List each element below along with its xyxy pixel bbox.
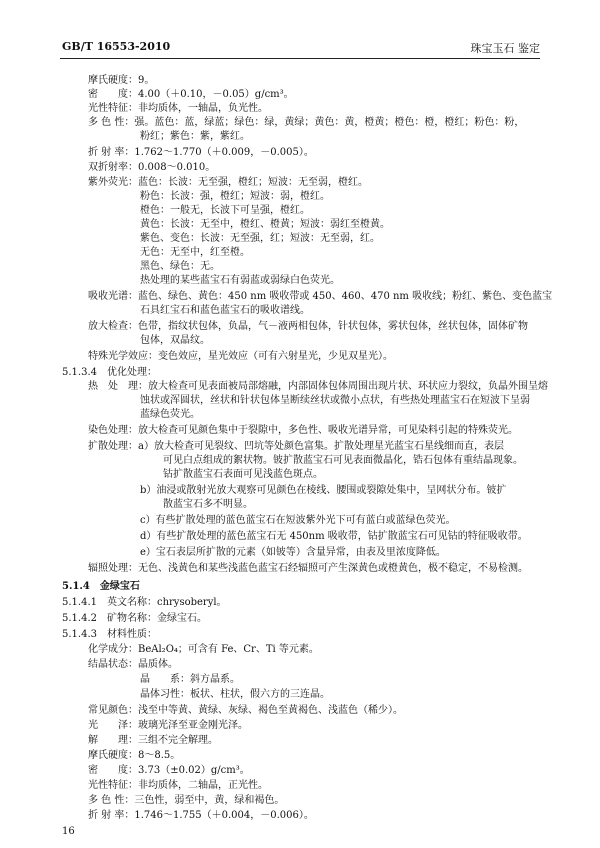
text-line: 密 度：4.00（＋0.10，－0.05）g/cm³。 xyxy=(88,89,294,100)
text-line: 橙色：一般无，长波下可呈强，橙红。 xyxy=(140,205,310,216)
text-line: 钴扩散蓝宝石表面可见浅蓝色斑点。 xyxy=(163,469,323,480)
text-line: 粉红；紫色：紫，紫红。 xyxy=(140,131,250,142)
text-line: 黄色：长波：无至中，橙红、橙黄；短波：弱红至橙黄。 xyxy=(140,219,390,230)
text-line: 粉色：长波：强，橙红；短波：弱，橙红。 xyxy=(140,191,330,202)
text-line: 特殊光学效应：变色效应，星光效应（可有六射星光，少见双星光）。 xyxy=(88,351,393,362)
text-line: 双折射率：0.008～0.010。 xyxy=(88,162,216,173)
text-line: 辐照处理：无色、浅黄色和某些浅蓝色蓝宝石经辐照可产生深黄色或橙黄色，极不稳定，不易检测。 xyxy=(88,563,528,574)
text-line: 折 射 率：1.746～1.755（＋0.004，－0.006）。 xyxy=(88,810,314,821)
text-line: 蓝绿色荧光。 xyxy=(140,409,200,420)
text-line: c）有些扩散处理的蓝色蓝宝石在短波紫外光下可有蓝白或蓝绿色荧光。 xyxy=(140,515,456,526)
text-line: 扩散处理：a）放大检查可见裂纹、凹坑等处颜色富集。扩散处理星光蓝宝石星线细而直，表层 xyxy=(88,441,504,452)
text-line: 光 泽：玻璃光泽至亚金刚光泽。 xyxy=(88,720,248,731)
text-line: e）宝石表层所扩散的元素（如铍等）含量异常，由表及里浓度降低。 xyxy=(140,547,446,558)
text-line: 无色：无至中，红至橙。 xyxy=(140,247,250,258)
page-number: 16 xyxy=(62,826,75,837)
text-line: 可见白点组成的絮状物。铍扩散蓝宝石可见表面微晶化，锆石包体有重结晶现象。 xyxy=(163,455,523,466)
text-line: 折 射 率：1.762～1.770（＋0.009，－0.005）。 xyxy=(88,147,314,158)
text-line: 密 度：3.73（±0.02）g/cm³。 xyxy=(88,765,250,776)
section-heading: 5.1.4.2 矿物名称：金绿宝石。 xyxy=(62,613,207,624)
text-line: 摩氏硬度：9。 xyxy=(88,75,155,86)
standard-number: GB/T 16553-2010 xyxy=(62,40,171,53)
text-line: 光性特征：非均质体，二轴晶，正光性。 xyxy=(88,780,268,791)
text-line: 散蓝宝石多不明显。 xyxy=(163,499,253,510)
text-line: 包体，双晶纹。 xyxy=(140,335,210,346)
text-line: 热 处 理：放大检查可见表面被局部熔融，内部固体包体周围出现片状、环状应力裂纹，负晶外围呈熔 xyxy=(88,381,548,392)
text-line: b）油浸或散射光放大观察可见颜色在棱线、腰围或裂隙处集中，呈网状分布。铍扩 xyxy=(140,485,507,496)
text-line: 摩氏硬度：8～8.5。 xyxy=(88,750,181,761)
text-line: 结晶状态：晶质体。 xyxy=(88,659,178,670)
section-heading: 5.1.3.4 优化处理： xyxy=(62,367,157,378)
document-title-header: 珠宝玉石 鉴定 xyxy=(470,42,540,55)
text-line: 紫色、变色：长波：无至强，红；短波：无至弱，红。 xyxy=(140,233,380,244)
text-line: 黑色、绿色：无。 xyxy=(140,261,220,272)
text-line: 化学成分：BeAl₂O₄；可含有 Fe、Cr、Ti 等元素。 xyxy=(88,644,319,655)
header-rule xyxy=(60,58,540,59)
text-line: 蚀状或浑圆状，丝状和针状包体呈断续丝状或微小点状，有些热处理蓝宝石在短波下呈弱 xyxy=(140,395,530,406)
text-line: 热处理的某些蓝宝石有弱蓝或弱绿白色荧光。 xyxy=(140,275,340,286)
section-title: 5.1.4 金绿宝石 xyxy=(62,581,140,592)
text-line: 光性特征：非均质体，一轴晶，负光性。 xyxy=(88,103,268,114)
text-line: 晶体习性：板状、柱状，假六方的三连晶。 xyxy=(140,689,330,700)
text-line: 紫外荧光：蓝色：长波：无至强，橙红；短波：无至弱，橙红。 xyxy=(88,177,368,188)
text-line: 解 理：三组不完全解理。 xyxy=(88,735,218,746)
text-line: 常见颜色：浅至中等黄、黄绿、灰绿、褐色至黄褐色、浅蓝色（稀少）。 xyxy=(88,705,403,716)
text-line: 多 色 性：强。蓝色：蓝，绿蓝；绿色：绿，黄绿；黄色：黄，橙黄；橙色：橙，橙红；粉色：粉， xyxy=(88,117,525,128)
text-line: 石具红宝石和蓝色蓝宝石的吸收谱线。 xyxy=(140,305,310,316)
text-line: 放大检查：色带，指纹状包体，负晶，气－液两相包体，针状包体，雾状包体，丝状包体，固体矿物 xyxy=(88,321,528,332)
text-line: 晶 系：斜方晶系。 xyxy=(140,674,240,685)
section-heading: 5.1.4.1 英文名称：chrysoberyl。 xyxy=(62,597,227,608)
text-line: 吸收光谱：蓝色、绿色、黄色：450 nm 吸收带或 450、460、470 nm 吸收线；粉红、紫色、变色蓝宝 xyxy=(88,291,553,302)
text-line: 多 色 性：三色性，弱至中，黄，绿和褐色。 xyxy=(88,795,285,806)
text-line: d）有些扩散处理的蓝色蓝宝石无 450nm 吸收带，钴扩散蓝宝石可见钴的特征吸收带。 xyxy=(140,531,528,542)
text-line: 染色处理：放大检查可见颜色集中于裂隙中，多色性、吸收光谱异常，可见染料引起的特殊荧光。 xyxy=(88,425,518,436)
section-heading: 5.1.4.3 材料性质： xyxy=(62,629,157,640)
